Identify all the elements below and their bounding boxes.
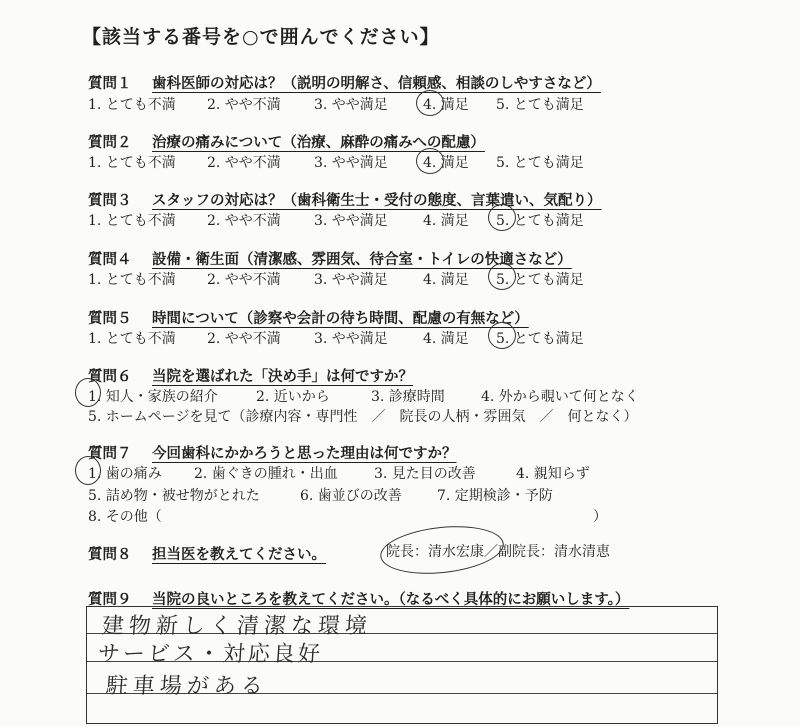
option-6[interactable]: 6. 歯並びの改善 [300,488,402,504]
question-2 [88,131,485,152]
question-4 [88,248,572,269]
question-number: 質問１ [88,76,132,92]
option-3[interactable]: 3. やや満足 [314,97,388,113]
question-number: 質問７ [88,446,132,462]
handwritten-answer: 駐車場がある [104,674,269,699]
question-8 [88,543,326,564]
option-2[interactable]: 2. やや不満 [207,97,281,113]
option-4[interactable]: 4. 満足 [423,272,469,288]
question-text: 当院を選ばれた「決め手」は何ですか？ [152,369,413,385]
option-1[interactable]: 1. 知人・家族の紹介 [88,389,218,405]
option-4[interactable]: 4. 満足 [423,213,469,229]
option-2[interactable]: 2. やや不満 [207,331,281,347]
handwritten-answer: 建物新しく清潔な環境 [100,614,373,639]
option-4[interactable]: 4. 外から覗いて何となく [481,389,639,405]
option-1[interactable]: 1. とても不満 [88,155,176,171]
question-3 [88,189,602,210]
option-5[interactable]: 5. とても満足 [496,97,584,113]
question-text: スタッフの対応は？（歯科衛生士・受付の態度、言葉遣い、気配り） [152,193,602,209]
option-5[interactable]: 5. とても満足 [496,331,584,347]
option-5[interactable]: 5. 詰め物・被せ物がとれた [88,488,260,504]
option-2[interactable]: 2. 近いから [256,389,330,405]
option-1[interactable]: 1. とても不満 [88,97,176,113]
option-3[interactable]: 3. やや満足 [314,272,388,288]
doctor-options[interactable]: 院長：清水宏康／副院長：清水清恵 [386,544,610,560]
option-1[interactable]: 1. とても不満 [88,213,176,229]
option-8-close: ） [593,509,607,525]
option-2[interactable]: 2. やや不満 [207,155,281,171]
option-1[interactable]: 1. とても不満 [88,331,176,347]
option-1[interactable]: 1. とても不満 [88,272,176,288]
option-4[interactable]: 4. 親知らず [516,466,590,482]
question-text: 設備・衛生面（清潔感、雰囲気、待合室・トイレの快適さなど） [152,252,572,268]
option-3[interactable]: 3. 見た目の改善 [374,466,476,482]
page-title: 【該当する番号を○で囲んでください】 [82,26,440,48]
question-number: 質問８ [88,547,132,563]
option-7[interactable]: 7. 定期検診・予防 [437,488,553,504]
option-8[interactable]: 8. その他（ [88,509,162,525]
handwritten-answer: サービス・対応良好 [96,642,324,667]
question-number: 質問４ [88,252,132,268]
question-number: 質問６ [88,369,132,385]
question-number: 質問３ [88,193,132,209]
option-4[interactable]: 4. 満足 [423,331,469,347]
option-2[interactable]: 2. 歯ぐきの腫れ・出血 [194,466,338,482]
question-text: 治療の痛みについて（治療、麻酔の痛みへの配慮） [152,135,485,151]
option-3[interactable]: 3. やや満足 [314,213,388,229]
question-7 [88,442,457,463]
q6-options-line2[interactable]: 5. ホームページを見て（診療内容・専門性 ／ 院長の人柄・雰囲気 ／ 何となく） [88,409,638,425]
question-number: 質問５ [88,311,132,327]
question-6 [88,365,413,386]
question-text: 時間について（診察や会計の待ち時間、配慮の有無など） [152,311,529,327]
question-1 [88,72,601,93]
option-5[interactable]: 5. とても満足 [496,272,584,288]
option-5[interactable]: 5. とても満足 [496,213,584,229]
option-1[interactable]: 1. 歯の痛み [88,466,162,482]
question-number: 質問２ [88,135,132,151]
question-text: 歯科医師の対応は？（説明の明解さ、信頼感、相談のしやすさなど） [152,76,601,92]
option-2[interactable]: 2. やや不満 [207,213,281,229]
question-number: 質問９ [88,592,132,608]
option-5[interactable]: 5. とても満足 [496,155,584,171]
option-3[interactable]: 3. やや満足 [314,331,388,347]
question-5 [88,307,529,328]
option-4[interactable]: 4. 満足 [423,97,469,113]
question-text: 今回歯科にかかろうと思った理由は何ですか？ [152,446,457,462]
question-text: 当院の良いところを教えてください。（なるべく具体的にお願いします。） [152,592,630,608]
option-3[interactable]: 3. 診療時間 [371,389,445,405]
option-2[interactable]: 2. やや不満 [207,272,281,288]
question-text: 担当医を教えてください。 [152,547,326,563]
option-3[interactable]: 3. やや満足 [314,155,388,171]
option-4[interactable]: 4. 満足 [423,155,469,171]
